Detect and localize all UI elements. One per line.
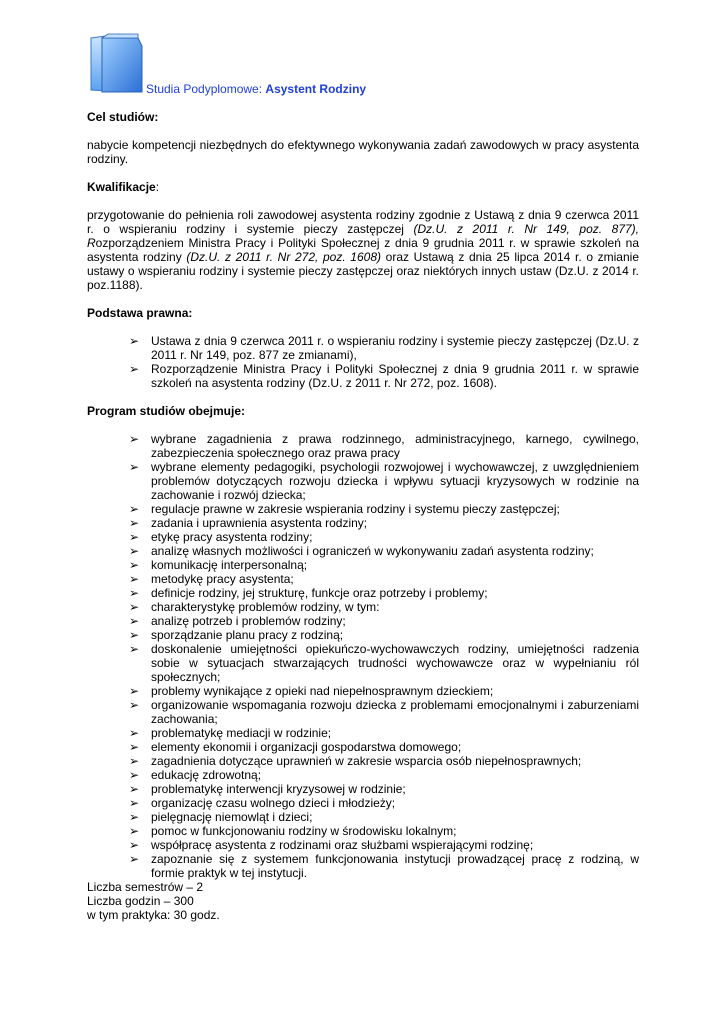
list-item-text: problematykę mediacji w rodzinie;: [151, 726, 332, 740]
arrow-bullet-icon: ➢: [129, 852, 140, 866]
list-item-text: definicje rodziny, jej strukturę, funkcje oraz potrzeby i problemy;: [151, 586, 488, 600]
list-item-text: doskonalenie umiejętności opiekuńczo-wychowawczych rodziny, umiejętności radzenia sobie w sytuacjach stwarzających trudności wychowawcze oraz w wypełnianiu ról społecznych;: [151, 642, 639, 684]
list-item-text: regulacje prawne w zakresie wspierania rodziny i systemu pieczy zastępczej;: [151, 502, 560, 516]
list-item-text: problemy wynikające z opieki nad niepełnosprawnym dzieckiem;: [151, 684, 494, 698]
list-item-text: zadania i uprawnienia asystenta rodziny;: [151, 516, 368, 530]
list-item: [87, 334, 639, 362]
program-list: [87, 432, 639, 880]
page-title-bold: Asystent Rodziny: [265, 82, 367, 96]
arrow-bullet-icon: ➢: [129, 432, 140, 446]
arrow-bullet-icon: ➢: [129, 684, 140, 698]
page-title: Studia Podyplomowe: Asystent Rodziny: [146, 82, 367, 96]
list-item: [87, 432, 639, 460]
list-item: [87, 516, 639, 530]
list-item-text: zapoznanie się z systemem funkcjonowania instytucji prowadzącej pracę z rodziną, w formie praktyk w tej instytucji.: [151, 852, 639, 880]
program-heading: Program studiów obejmuje:: [87, 404, 246, 418]
list-item-text: edukację zdrowotną;: [151, 768, 262, 782]
list-item-text: analizę potrzeb i problemów rodziny;: [151, 614, 346, 628]
list-item-text: Rozporządzenie Ministra Pracy i Polityki Społecznej z dnia 9 grudnia 2011 r. w sprawie szkoleń na asystenta rodziny (Dz.U. z 2011 r. Nr 272, poz. 1608).: [151, 362, 639, 390]
arrow-bullet-icon: ➢: [129, 516, 140, 530]
list-item: [87, 782, 639, 796]
list-item-text: komunikację interpersonalną;: [151, 558, 308, 572]
list-item: [87, 586, 639, 600]
kwalifikacje-heading: Kwalifikacje:: [87, 180, 160, 194]
list-item: [87, 740, 639, 754]
list-item: [87, 698, 639, 726]
kwalifikacje-text: przygotowanie do pełnienia roli zawodowej asystenta rodziny zgodnie z Ustawą z dnia 9 czerwca 2011 r. o wspieraniu rodziny i systemie pieczy zastępczej (Dz.U. z 2011 r. Nr 149, poz. 877), Rozporządzeniem Ministra Pracy i Polityki Społecznej z dnia 9 grudnia 2011 r. w sprawie szkoleń na asystenta rodziny (Dz.U. z 2011 r. Nr 272, poz. 1608) oraz Ustawą z dnia 25 lipca 2014 r. o zmianie ustawy o wspieraniu rodziny i systemie pieczy zastępczej oraz niektórych innych ustaw (Dz.U. z 2014 r. poz.1188).: [87, 208, 640, 292]
arrow-bullet-icon: ➢: [129, 544, 140, 558]
arrow-bullet-icon: ➢: [129, 726, 140, 740]
list-item: [87, 460, 639, 502]
list-item-text: sporządzanie planu pracy z rodziną;: [151, 628, 344, 642]
list-item: [87, 754, 639, 768]
list-item: [87, 600, 639, 614]
arrow-bullet-icon: ➢: [129, 698, 140, 712]
list-item: [87, 642, 639, 684]
list-item: [87, 768, 639, 782]
list-item-text: elementy ekonomii i organizacji gospodarstwa domowego;: [151, 740, 462, 754]
list-item-text: wybrane elementy pedagogiki, psychologii rozwojowej i wychowawczej, z uwzględnieniem problemów dotyczących rozwoju dziecka i wpływu sytuacji kryzysowych w rodzinie na zachowanie i rozwój dziecka;: [151, 460, 639, 502]
arrow-bullet-icon: ➢: [129, 824, 140, 838]
arrow-bullet-icon: ➢: [129, 334, 140, 348]
arrow-bullet-icon: ➢: [129, 460, 140, 474]
list-item: [87, 530, 639, 544]
list-item: [87, 838, 639, 852]
arrow-bullet-icon: ➢: [129, 600, 140, 614]
list-item-text: charakterystykę problemów rodziny, w tym:: [151, 600, 380, 614]
arrow-bullet-icon: ➢: [129, 502, 140, 516]
arrow-bullet-icon: ➢: [129, 558, 140, 572]
arrow-bullet-icon: ➢: [129, 628, 140, 642]
podstawa-heading: Podstawa prawna:: [87, 306, 193, 320]
document-body: [87, 110, 639, 922]
arrow-bullet-icon: ➢: [129, 572, 140, 586]
list-item: [87, 558, 639, 572]
arrow-bullet-icon: ➢: [129, 838, 140, 852]
list-item: [87, 572, 639, 586]
list-item: [87, 852, 639, 880]
arrow-bullet-icon: ➢: [129, 810, 140, 824]
list-item-text: problematykę interwencji kryzysowej w rodzinie;: [151, 782, 406, 796]
list-item-text: wybrane zagadnienia z prawa rodzinnego, administracyjnego, karnego, cywilnego, zabezpieczenia społecznego oraz prawa pracy: [151, 432, 639, 460]
arrow-bullet-icon: ➢: [129, 782, 140, 796]
arrow-bullet-icon: ➢: [129, 614, 140, 628]
arrow-bullet-icon: ➢: [129, 642, 140, 656]
semesters-count: Liczba semestrów – 2: [87, 880, 204, 894]
list-item: [87, 502, 639, 516]
practice-hours: w tym praktyka: 30 godz.: [87, 908, 220, 922]
list-item: [87, 810, 639, 824]
arrow-bullet-icon: ➢: [129, 530, 140, 544]
cel-text: nabycie kompetencji niezbędnych do efektywnego wykonywania zadań zawodowych w pracy asystenta rodziny.: [87, 138, 639, 166]
list-item-text: Ustawa z dnia 9 czerwca 2011 r. o wspieraniu rodziny i systemie pieczy zastępczej (Dz.U. z 2011 r. Nr 149, poz. 877 ze zmianami),: [151, 334, 639, 362]
folder-icon: [88, 32, 144, 94]
list-item-text: metodykę pracy asystenta;: [151, 572, 294, 586]
list-item-text: zagadnienia dotyczące uprawnień w zakresie wsparcia osób niepełnosprawnych;: [151, 754, 582, 768]
list-item: [87, 544, 639, 558]
list-item-text: analizę własnych możliwości i ograniczeń w wykonywaniu zadań asystenta rodziny;: [151, 544, 594, 558]
list-item: [87, 796, 639, 810]
arrow-bullet-icon: ➢: [129, 796, 140, 810]
list-item: [87, 684, 639, 698]
list-item-text: współpracę asystenta z rodzinami oraz służbami wspierającymi rodzinę;: [151, 838, 534, 852]
arrow-bullet-icon: ➢: [129, 740, 140, 754]
arrow-bullet-icon: ➢: [129, 754, 140, 768]
hours-count: Liczba godzin – 300: [87, 894, 194, 908]
list-item: [87, 362, 639, 390]
list-item: [87, 824, 639, 838]
list-item: [87, 726, 639, 740]
cel-heading: Cel studiów:: [87, 110, 159, 124]
list-item-text: pomoc w funkcjonowaniu rodziny w środowisku lokalnym;: [151, 824, 457, 838]
arrow-bullet-icon: ➢: [129, 768, 140, 782]
list-item-text: pielęgnację niemowląt i dzieci;: [151, 810, 313, 824]
podstawa-list: [87, 334, 639, 390]
list-item-text: organizowanie wspomagania rozwoju dziecka z problemami emocjonalnymi i zaburzeniami zachowania;: [151, 698, 639, 726]
arrow-bullet-icon: ➢: [129, 362, 140, 376]
list-item-text: organizację czasu wolnego dzieci i młodzieży;: [151, 796, 396, 810]
list-item-text: etykę pracy asystenta rodziny;: [151, 530, 313, 544]
summary: [87, 880, 639, 922]
list-item: [87, 628, 639, 642]
arrow-bullet-icon: ➢: [129, 586, 140, 600]
list-item: [87, 614, 639, 628]
